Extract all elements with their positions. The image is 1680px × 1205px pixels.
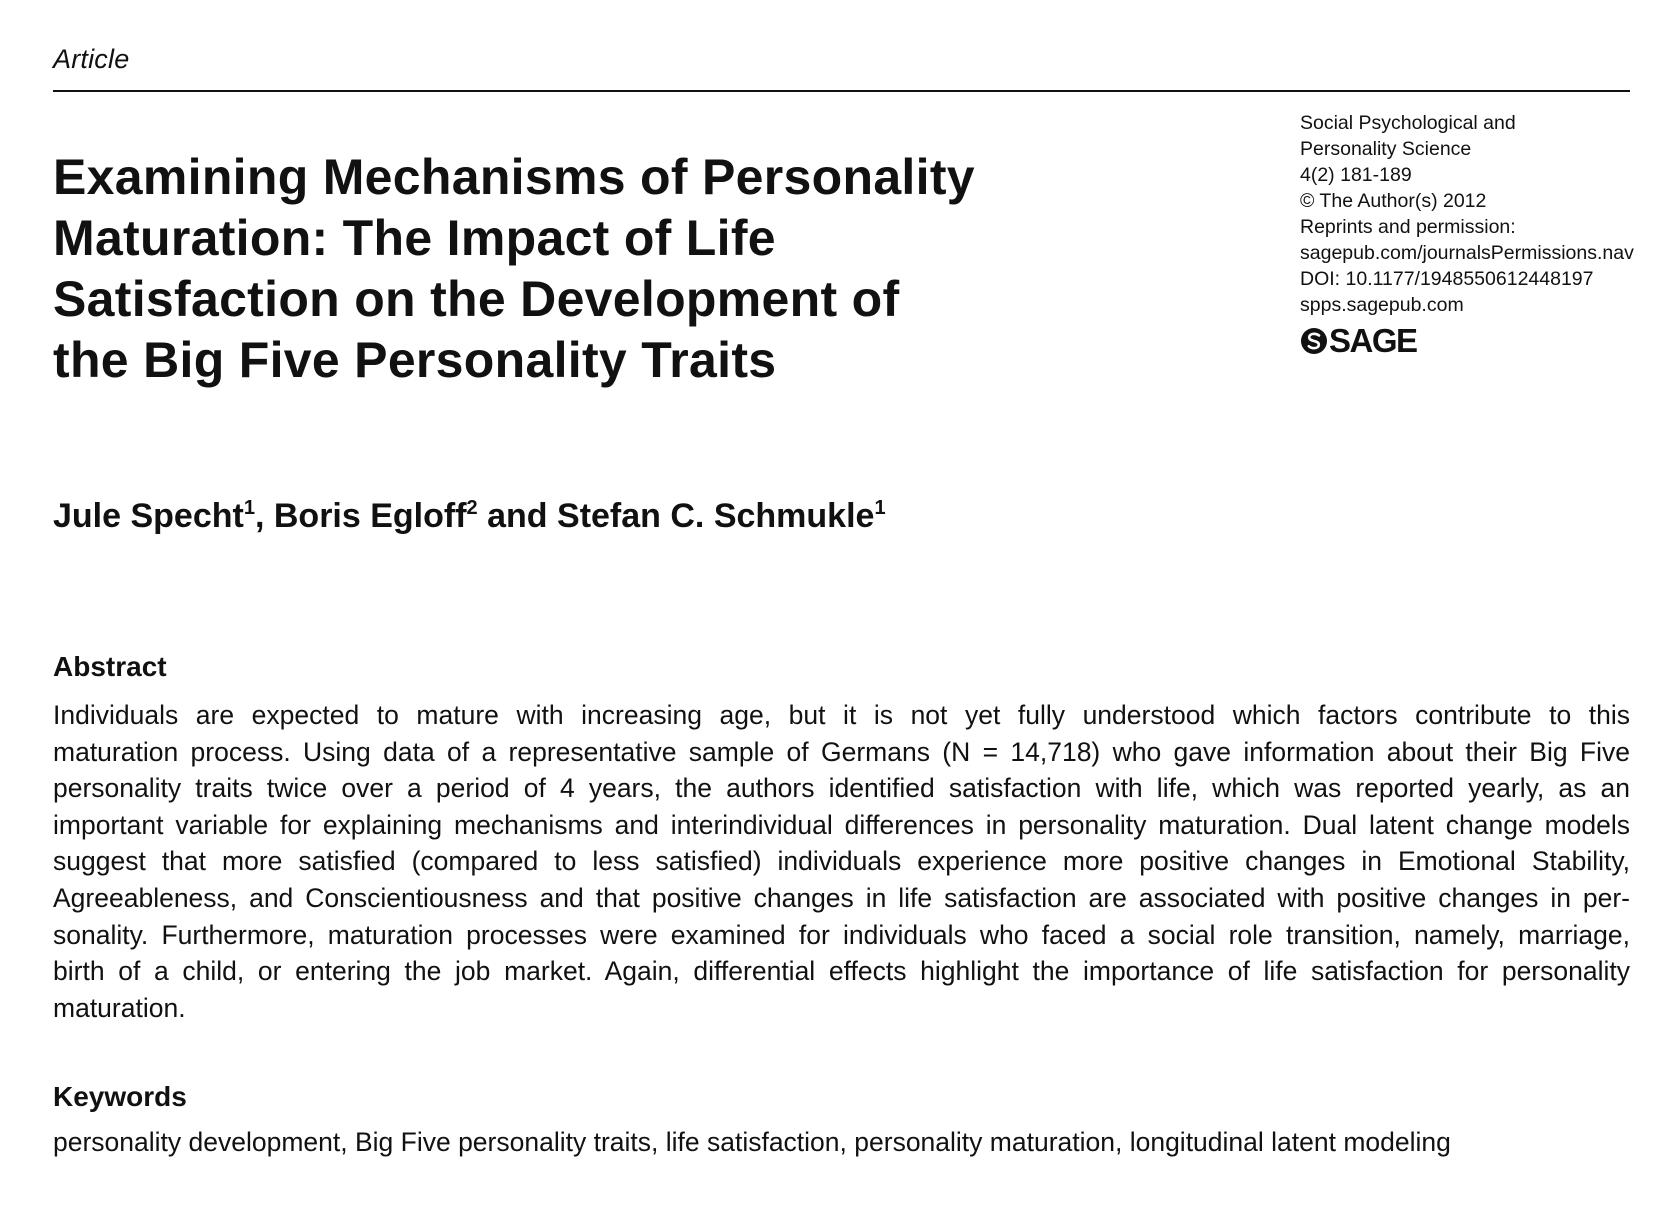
journal-name-line-1: Social Psychological and: [1300, 112, 1516, 134]
title-line-1: Examining Mechanisms of Personality: [53, 149, 975, 205]
abstract-line: important variable for explaining mechanisms and interindividual differences in personality maturation. Dual latent change models: [53, 809, 1630, 840]
author-separator: ,: [254, 497, 274, 535]
author-name[interactable]: Stefan C. Schmukle: [557, 497, 875, 535]
sage-logo-text: SAGE: [1329, 322, 1417, 359]
title-line-2: Maturation: The Impact of Life: [53, 210, 776, 266]
abstract-line: Agreeableness, and Conscientiousness and that positive changes in life satisfaction are associated with positive changes in per-: [53, 882, 1630, 913]
journal-copyright: © The Author(s) 2012: [1300, 190, 1487, 212]
author-list: [53, 497, 886, 536]
article-title: [53, 147, 1203, 391]
journal-doi[interactable]: DOI: 10.1177/1948550612448197: [1300, 268, 1594, 290]
abstract-line: sonality. Furthermore, maturation processes were examined for individuals who faced a social role transition, namely, marriage,: [53, 919, 1630, 950]
abstract-line: birth of a child, or entering the job market. Again, differential effects highlight the importance of life satisfaction for personality: [53, 956, 1630, 987]
keywords-text: personality development, Big Five personality traits, life satisfaction, personality maturation, longitudinal latent modeling: [53, 1127, 1451, 1157]
article-type-label: Article: [53, 44, 130, 74]
journal-name-line-2: Personality Science: [1300, 138, 1472, 160]
journal-website-link[interactable]: spps.sagepub.com: [1300, 294, 1464, 316]
abstract-line: Individuals are expected to mature with increasing age, but it is not yet fully understood which factors contribute to this: [53, 700, 1630, 730]
journal-reprints-label: Reprints and permission:: [1300, 216, 1516, 238]
abstract-line: maturation.: [53, 992, 186, 1023]
sage-s-icon: [1300, 327, 1328, 355]
header-rule: [53, 90, 1630, 92]
abstract-text: [53, 697, 1630, 1026]
title-line-4: the Big Five Personality Traits: [53, 332, 777, 388]
author-affiliation-marker: 1: [243, 497, 255, 519]
author-name[interactable]: Boris Egloff: [273, 497, 467, 535]
abstract-line: maturation process. Using data of a representative sample of Germans (N = 14,718) who gave information about their Big Five: [53, 736, 1630, 767]
author-affiliation-marker: 1: [874, 497, 886, 519]
abstract-heading: Abstract: [53, 651, 167, 682]
title-line-3: Satisfaction on the Development of: [53, 271, 900, 327]
author-name[interactable]: Jule Specht: [53, 497, 244, 535]
journal-volume-pages: 4(2) 181-189: [1300, 164, 1412, 186]
author-separator: and: [477, 497, 558, 535]
sage-logo: [1300, 323, 1650, 359]
author-affiliation-marker: 2: [466, 497, 478, 519]
journal-permissions-link[interactable]: sagepub.com/journalsPermissions.nav: [1300, 242, 1634, 264]
journal-info: [1300, 110, 1650, 359]
keywords-heading: Keywords: [53, 1081, 187, 1112]
abstract-line: personality traits twice over a period of 4 years, the authors identified satisfaction with life, which was reported yearly, as an: [53, 773, 1630, 804]
abstract-line: suggest that more satisfied (compared to less satisfied) individuals experience more positive changes in Emotional Stability,: [53, 846, 1630, 877]
